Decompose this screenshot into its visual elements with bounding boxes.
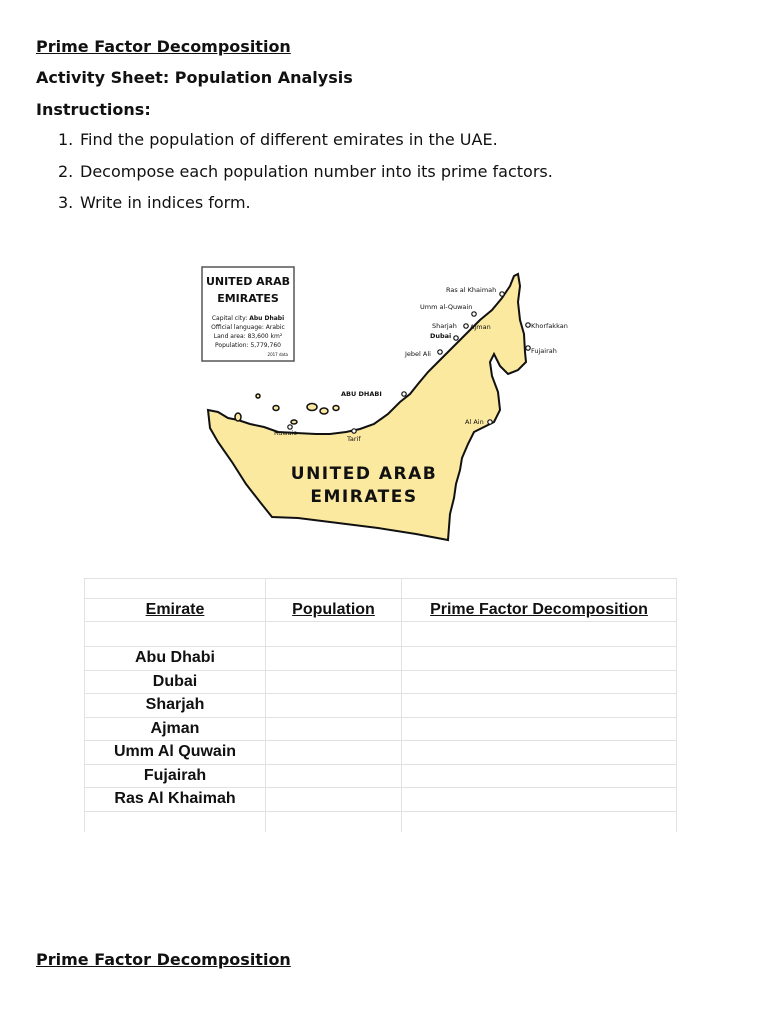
place-umm-al-quwain: Umm al-Quwain xyxy=(420,303,473,311)
activity-subtitle: Activity Sheet: Population Analysis xyxy=(36,68,353,87)
section-heading: Prime Factor Decomposition xyxy=(36,950,291,969)
table-row xyxy=(85,647,677,671)
emirate-cell: Abu Dhabi xyxy=(85,647,266,671)
instruction-number: 2. xyxy=(58,161,74,181)
decomposition-cell[interactable] xyxy=(402,694,677,718)
emirate-cell: Fujairah xyxy=(85,764,266,788)
instruction-text: Write in indices form. xyxy=(80,193,251,212)
infobox-language: Official language: Arabic xyxy=(211,324,285,331)
population-cell[interactable] xyxy=(266,764,402,788)
decomposition-cell[interactable] xyxy=(402,788,677,812)
table-row xyxy=(85,741,677,765)
emirate-cell: Sharjah xyxy=(85,694,266,718)
decomposition-cell[interactable] xyxy=(402,647,677,671)
population-cell[interactable] xyxy=(266,694,402,718)
instructions-list xyxy=(58,130,553,225)
uae-map xyxy=(198,262,578,542)
decomposition-cell[interactable] xyxy=(402,717,677,741)
place-abu-dhabi: ABU DHABI xyxy=(341,390,382,398)
emirate-cell: Ajman xyxy=(85,717,266,741)
table-spacer-row xyxy=(85,811,677,832)
infobox-capital: Capital city: Abu Dhabi xyxy=(211,315,285,322)
place-sharjah: Sharjah xyxy=(432,322,457,330)
emirate-cell: Ras Al Khaimah xyxy=(85,788,266,812)
header-emirate: Emirate xyxy=(85,599,266,622)
map-big-label-1: UNITED ARAB xyxy=(290,464,438,484)
population-cell[interactable] xyxy=(266,741,402,765)
table-spacer-row xyxy=(85,622,677,647)
place-tarif: Tarif xyxy=(347,435,361,443)
instruction-number: 3. xyxy=(58,193,74,212)
instructions-heading: Instructions: xyxy=(36,100,151,119)
table-row xyxy=(85,670,677,694)
islands xyxy=(235,394,339,424)
header-decomposition: Prime Factor Decomposition xyxy=(402,599,677,622)
instruction-number: 1. xyxy=(58,130,74,149)
instruction-item xyxy=(58,162,553,194)
infobox-title-1: UNITED ARAB xyxy=(205,275,291,288)
place-dubai: Dubai xyxy=(430,332,452,340)
table-row xyxy=(85,788,677,812)
page-title: Prime Factor Decomposition xyxy=(36,37,291,56)
instruction-text: Find the population of different emirates in the UAE. xyxy=(80,130,498,149)
map-big-label-2: EMIRATES xyxy=(310,487,418,507)
population-cell[interactable] xyxy=(266,788,402,812)
place-jebel-ali: Jebel Ali xyxy=(405,350,431,358)
place-ajman: Ajman xyxy=(470,323,491,331)
decomposition-cell[interactable] xyxy=(402,670,677,694)
decomposition-cell[interactable] xyxy=(402,764,677,788)
table-header-row xyxy=(85,599,677,622)
decomposition-cell[interactable] xyxy=(402,741,677,765)
instruction-item xyxy=(58,193,553,225)
place-khorfakkan: Khorfakkan xyxy=(531,322,568,330)
table-row xyxy=(85,694,677,718)
place-fujairah: Fujairah xyxy=(531,347,557,355)
infobox-population: Population: 5,779,760 xyxy=(215,342,281,349)
header-population: Population xyxy=(266,599,402,622)
population-cell[interactable] xyxy=(266,717,402,741)
emirate-cell: Umm Al Quwain xyxy=(85,741,266,765)
instruction-item xyxy=(58,130,553,162)
population-cell[interactable] xyxy=(266,647,402,671)
infobox-land-area: Land area: 83,600 km² xyxy=(213,333,283,340)
place-ras-al-khaimah: Ras al Khaimah xyxy=(446,286,497,294)
table-spacer-row xyxy=(85,579,677,599)
population-table-container xyxy=(84,578,676,830)
population-table xyxy=(84,578,677,832)
place-ruwais: Ruwais xyxy=(274,429,297,437)
infobox xyxy=(202,267,294,361)
infobox-title-2: EMIRATES xyxy=(217,292,279,305)
instruction-text: Decompose each population number into its prime factors. xyxy=(80,161,553,181)
population-cell[interactable] xyxy=(266,670,402,694)
infobox-data-year: 2017 data xyxy=(267,352,288,357)
place-al-ain: Al Ain xyxy=(465,418,484,426)
table-row xyxy=(85,717,677,741)
table-row xyxy=(85,764,677,788)
emirate-cell: Dubai xyxy=(85,670,266,694)
